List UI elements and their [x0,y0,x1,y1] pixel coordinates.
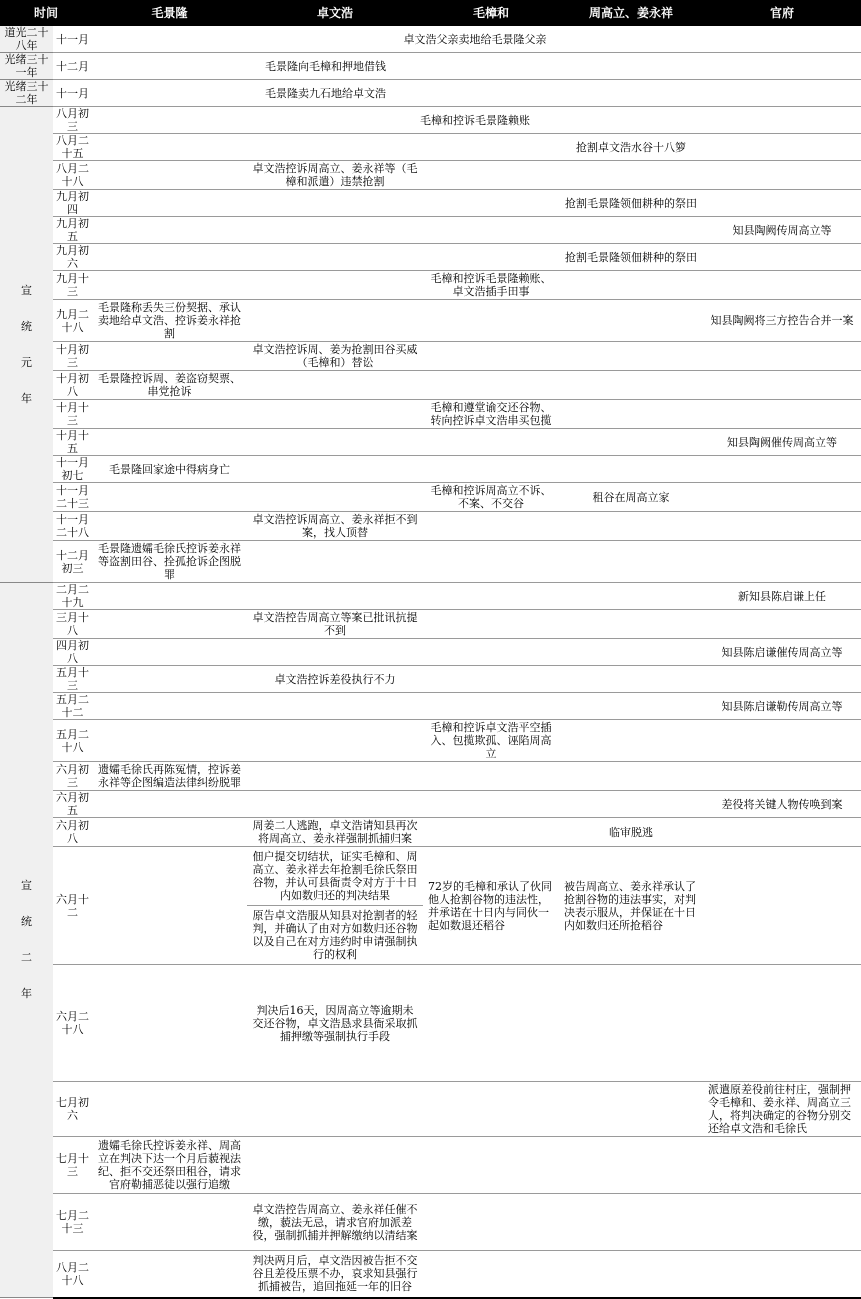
cell-mao-zhanghe: 毛樟和控诉毛景隆赖账、卓文浩插手田事 [423,271,559,300]
cell-mao-jinglong [92,1082,247,1137]
cell-mao-jinglong [92,693,247,720]
cell-mao-jinglong [92,134,247,161]
cell-government: 知县陶阙将三方控告合并一案 [703,300,861,342]
date-cell: 六月二十八 [53,965,92,1082]
date-cell: 十一月初七 [53,456,92,483]
era-char: 元 [21,355,32,369]
cell-zhou-jiang [559,342,703,371]
table-row [0,1194,861,1251]
event-text: 佃户提交切结状，证实毛樟和、周高立、姜永祥去年抢割毛徐氏祭田谷物，并认可县衙责令对方于十日内如数归还的判决结果 [247,847,423,906]
cell-mao-jinglong [92,720,247,762]
cell-government: 差役将关键人物传唤到案 [703,791,861,818]
date-cell: 六月初五 [53,791,92,818]
cell-mao-jinglong [92,190,247,217]
date-cell: 十二月初三 [53,541,92,583]
table-row [0,244,861,271]
cell-mao-jinglong: 毛景隆控诉周、姜盗窃契票、串党抢诉 [92,371,247,400]
cell-mao-jinglong [92,512,247,541]
date-cell: 六月初八 [53,818,92,847]
cell-government [703,847,861,965]
cell-government [703,1194,861,1251]
cell-mao-zhanghe [423,1194,559,1251]
cell-zhou-jiang: 租谷在周高立家 [559,483,703,512]
year-cell: 光绪三十一年 [0,53,53,80]
cell-zhuo-wenhao [247,483,423,512]
table-row [0,190,861,217]
date-cell: 四月初八 [53,639,92,666]
cell-zhou-jiang [559,53,703,80]
date-cell: 六月初三 [53,762,92,791]
table-row [0,512,861,541]
cell-zhou-jiang: 抢割毛景隆领佃耕种的祭田 [559,190,703,217]
cell-government [703,342,861,371]
table-row [0,400,861,429]
date-cell: 七月二十三 [53,1194,92,1251]
cell-mao-zhanghe [423,693,559,720]
table-row [0,720,861,762]
cell-mao-jinglong [92,161,247,190]
cell-government [703,610,861,639]
header-mao-zhanghe: 毛樟和 [423,0,559,26]
cell-mao-jinglong [92,1194,247,1251]
cell-mao-jinglong [92,1251,247,1298]
cell-zhou-jiang [559,300,703,342]
cell-zhuo-wenhao [247,762,423,791]
cell-mao-jinglong [92,429,247,456]
cell-government [703,512,861,541]
date-cell: 八月二十八 [53,161,92,190]
cell-zhou-jiang [559,1137,703,1194]
cell-zhou-jiang [559,666,703,693]
cell-government: 知县陶阙催传周高立等 [703,429,861,456]
table-row [0,639,861,666]
cell-mao-jinglong [92,217,247,244]
cell-mao-zhanghe [423,456,559,483]
table-row [0,483,861,512]
cell-mao-zhanghe [423,583,559,610]
table-row [0,791,861,818]
era-xuantong-2 [0,583,53,1298]
cell-mao-zhanghe: 72岁的毛樟和承认了伙同他人抢割谷物的违法性，并承诺在十日内与同伙一起如数退还稻谷 [423,847,559,965]
event-cell: 卓文浩父亲卖地给毛景隆父亲 [247,26,703,53]
table-row [0,456,861,483]
cell-mao-zhanghe [423,429,559,456]
cell-mao-jinglong [92,791,247,818]
cell-zhuo-wenhao: 判决后16天，因周高立等逾期未交还谷物，卓文浩恳求县衙采取抓捕押缴等强制执行手段 [247,965,423,1082]
date-cell: 十一月 [53,26,92,53]
cell-zhuo-wenhao [247,300,423,342]
date-cell: 十一月二十三 [53,483,92,512]
date-cell: 八月二十八 [53,1251,92,1298]
cell-mao-zhanghe [423,134,559,161]
cell-government [703,161,861,190]
table-row [0,666,861,693]
cell-zhou-jiang [559,720,703,762]
table-row [0,1251,861,1298]
table-row [0,693,861,720]
date-cell: 八月初三 [53,107,92,134]
header-government: 官府 [703,0,861,26]
cell-zhuo-wenhao [247,720,423,762]
date-cell: 九月二十八 [53,300,92,342]
table-row [0,1082,861,1137]
table-row [0,762,861,791]
cell-zhuo-wenhao [247,583,423,610]
cell-mao-jinglong [92,244,247,271]
era-xuantong-1 [0,107,53,583]
year-cell: 光绪三十二年 [0,80,53,107]
cell-government [703,134,861,161]
cell-mao-zhanghe [423,217,559,244]
cell-zhou-jiang [559,791,703,818]
table-row [0,965,861,1082]
cell-zhuo-wenhao [247,693,423,720]
cell-zhuo-wenhao [247,134,423,161]
cell-mao-jinglong: 遗孀毛徐氏控诉姜永祥、周高立在判决下达一个月后藐视法纪、拒不交还祭田租谷，请求官府勒捕恶徒以强行追缴 [92,1137,247,1194]
cell-mao-zhanghe [423,639,559,666]
cell-mao-jinglong [92,400,247,429]
cell-zhuo-wenhao [247,1137,423,1194]
cell-government [703,80,861,107]
table-row [0,1137,861,1194]
cell-zhuo-wenhao [247,190,423,217]
date-cell: 十月十三 [53,400,92,429]
cell-mao-jinglong [92,610,247,639]
cell-government: 知县陈启谦催传周高立等 [703,639,861,666]
cell-zhuo-wenhao [247,847,423,965]
cell-government [703,400,861,429]
cell-mao-jinglong [92,965,247,1082]
cell-mao-zhanghe [423,342,559,371]
event-cell: 毛景隆卖九石地给卓文浩 [92,80,559,107]
table-row [0,26,861,53]
year-cell: 道光二十八年 [0,26,53,53]
cell-zhuo-wenhao [247,429,423,456]
cell-zhuo-wenhao: 判决两月后，卓文浩因被告拒不交谷且差役压票不办，哀求知县强行抓捕被告，追回拖延一年的旧谷 [247,1251,423,1298]
era-char: 二 [21,951,32,964]
cell-government [703,666,861,693]
cell-government [703,190,861,217]
cell-zhou-jiang [559,1251,703,1298]
cell-mao-zhanghe [423,610,559,639]
event-cell: 毛樟和控诉毛景隆赖账 [247,107,703,134]
cell-mao-zhanghe [423,190,559,217]
cell-mao-jinglong [92,818,247,847]
date-cell: 十月初八 [53,371,92,400]
cell-mao-zhanghe [423,512,559,541]
cell-zhou-jiang: 抢割卓文浩水谷十八箩 [559,134,703,161]
cell-zhuo-wenhao [247,1082,423,1137]
table-row [0,134,861,161]
cell-zhou-jiang [559,80,703,107]
cell-mao-zhanghe [423,791,559,818]
cell-government [703,371,861,400]
cell-government [703,53,861,80]
header-zhuo-wenhao: 卓文浩 [247,0,423,26]
cell-zhou-jiang [559,541,703,583]
header-row [0,0,861,26]
cell-zhuo-wenhao: 卓文浩控告周高立、姜永祥任催不缴，藐法无忌，请求官府加派差役，强制抓捕并押解缴纳以清结案 [247,1194,423,1251]
date-cell: 九月十三 [53,271,92,300]
date-cell: 十月初三 [53,342,92,371]
cell-mao-zhanghe [423,666,559,693]
date-cell: 五月二十二 [53,693,92,720]
cell-zhuo-wenhao [247,217,423,244]
cell-mao-jinglong: 毛景隆回家途中得病身亡 [92,456,247,483]
cell-mao-jinglong [92,583,247,610]
cell-mao-zhanghe [423,541,559,583]
cell-mao-jinglong: 毛景隆遗孀毛徐氏控诉姜永祥等盗割田谷、拴孤抢诉企图脱罪 [92,541,247,583]
cell-mao-jinglong [92,639,247,666]
date-cell: 三月十八 [53,610,92,639]
cell-zhuo-wenhao [247,400,423,429]
date-cell: 七月十三 [53,1137,92,1194]
cell-zhou-jiang [559,217,703,244]
cell-mao-jinglong [92,342,247,371]
cell-zhuo-wenhao [247,456,423,483]
cell-government [703,1137,861,1194]
header-time: 时间 [0,0,92,26]
table-row [0,53,861,80]
era-char: 年 [21,391,32,405]
cell-zhuo-wenhao [247,371,423,400]
table-row [0,371,861,400]
cell-government [703,26,861,53]
cell-zhuo-wenhao [247,271,423,300]
table-row [0,217,861,244]
cell-government [703,271,861,300]
cell-zhou-jiang [559,639,703,666]
cell-government [703,107,861,134]
cell-government [703,483,861,512]
cell-government [703,1251,861,1298]
cell-mao-zhanghe [423,762,559,791]
date-cell: 五月十三 [53,666,92,693]
cell-zhou-jiang [559,400,703,429]
cell-zhuo-wenhao: 卓文浩控告周高立等案已批讯抗提不到 [247,610,423,639]
era-char: 统 [21,319,32,333]
date-cell: 八月二十五 [53,134,92,161]
cell-zhuo-wenhao [247,639,423,666]
era-char: 宣 [21,879,32,892]
table-row [0,300,861,342]
cell-mao-jinglong [92,26,247,53]
cell-zhuo-wenhao: 卓文浩控诉差役执行不力 [247,666,423,693]
date-cell: 六月十二 [53,847,92,965]
cell-mao-zhanghe [423,1251,559,1298]
cell-zhou-jiang [559,610,703,639]
cell-government [703,541,861,583]
cell-zhou-jiang [559,371,703,400]
cell-zhou-jiang: 被告周高立、姜永祥承认了抢割谷物的违法事实，对判决表示服从，并保证在十日内如数归还所抢稻谷 [559,847,703,965]
date-cell: 九月初四 [53,190,92,217]
cell-zhou-jiang [559,429,703,456]
table-row [0,80,861,107]
cell-mao-zhanghe [423,1082,559,1137]
date-cell: 十一月 [53,80,92,107]
cell-mao-zhanghe [423,371,559,400]
cell-mao-zhanghe: 毛樟和控诉周高立不诉、不案、不交谷 [423,483,559,512]
table-row [0,818,861,847]
cell-mao-jinglong [92,271,247,300]
date-cell: 五月二十八 [53,720,92,762]
cell-zhou-jiang [559,1194,703,1251]
cell-government [703,818,861,847]
cell-government [703,456,861,483]
cell-zhou-jiang [559,456,703,483]
cell-mao-zhanghe [423,1137,559,1194]
era-char: 年 [21,987,32,1000]
cell-zhou-jiang [559,762,703,791]
cell-zhou-jiang [559,271,703,300]
table-row [0,583,861,610]
event-text: 原告卓文浩服从知县对抢割者的轻判，并确认了由对方如数归还谷物以及自己在对方违约时申请强制执行的权利 [252,909,418,961]
table-row [0,342,861,371]
cell-mao-jinglong: 遗孀毛徐氏再陈冤情，控诉姜永祥等企图编造法律纠纷脱罪 [92,762,247,791]
cell-mao-jinglong [92,666,247,693]
cell-mao-jinglong [92,107,247,134]
date-cell: 九月初六 [53,244,92,271]
cell-mao-zhanghe [423,244,559,271]
cell-zhuo-wenhao [247,541,423,583]
date-cell: 二月二十九 [53,583,92,610]
cell-zhou-jiang: 抢割毛景隆领佃耕种的祭田 [559,244,703,271]
table-row [0,610,861,639]
cell-government [703,965,861,1082]
header-zhou-jiang: 周高立、姜永祥 [559,0,703,26]
table-row [0,429,861,456]
table-row [0,107,861,134]
cell-zhou-jiang [559,693,703,720]
cell-government [703,244,861,271]
cell-mao-zhanghe: 毛樟和遵堂谕交还谷物、转向控诉卓文浩串买包揽 [423,400,559,429]
cell-zhou-jiang: 临审脱逃 [559,818,703,847]
cell-zhuo-wenhao: 卓文浩控诉周、姜为抢割田谷买威（毛樟和）替讼 [247,342,423,371]
era-char: 宣 [21,283,32,297]
cell-zhuo-wenhao: 卓文浩控诉周高立、姜永祥拒不到案，找人顶替 [247,512,423,541]
cell-mao-zhanghe [423,965,559,1082]
date-cell: 十一月二十八 [53,512,92,541]
cell-zhou-jiang [559,1082,703,1137]
date-cell: 十月十五 [53,429,92,456]
cell-government: 知县陶阙传周高立等 [703,217,861,244]
cell-zhou-jiang [559,161,703,190]
cell-zhou-jiang [559,583,703,610]
cell-zhuo-wenhao [247,244,423,271]
cell-zhuo-wenhao: 卓文浩控诉周高立、姜永祥等（毛樟和派遣）违禁抢割 [247,161,423,190]
table-row [0,161,861,190]
cell-government [703,762,861,791]
era-char: 统 [21,915,32,928]
header-mao-jinglong: 毛景隆 [92,0,247,26]
date-cell: 七月初六 [53,1082,92,1137]
cell-mao-jinglong: 毛景隆称丢失三份契据、承认卖地给卓文浩、控诉姜永祥抢割 [92,300,247,342]
cell-zhou-jiang [559,512,703,541]
cell-mao-jinglong [92,483,247,512]
cell-government: 派遣原差役前往村庄，强制押令毛樟和、姜永祥、周高立三人，将判决确定的谷物分别交还给卓文浩和毛徐氏 [703,1082,861,1137]
cell-zhuo-wenhao: 周姜二人逃跑，卓文浩请知县再次将周高立、姜永祥强制抓捕归案 [247,818,423,847]
table-row [0,847,861,965]
cell-government: 新知县陈启谦上任 [703,583,861,610]
cell-government: 知县陈启谦勒传周高立等 [703,693,861,720]
date-cell: 九月初五 [53,217,92,244]
cell-zhou-jiang [559,965,703,1082]
cell-mao-zhanghe: 毛樟和控诉卓文浩平空插入、包揽欺孤、诬陷周高立 [423,720,559,762]
cell-government [703,720,861,762]
date-cell: 十二月 [53,53,92,80]
cell-mao-zhanghe [423,161,559,190]
table-row [0,541,861,583]
event-cell: 毛景隆向毛樟和押地借钱 [92,53,559,80]
cell-zhuo-wenhao [247,791,423,818]
table-row [0,271,861,300]
cell-mao-zhanghe [423,818,559,847]
cell-mao-jinglong [92,847,247,965]
cell-mao-zhanghe [423,300,559,342]
